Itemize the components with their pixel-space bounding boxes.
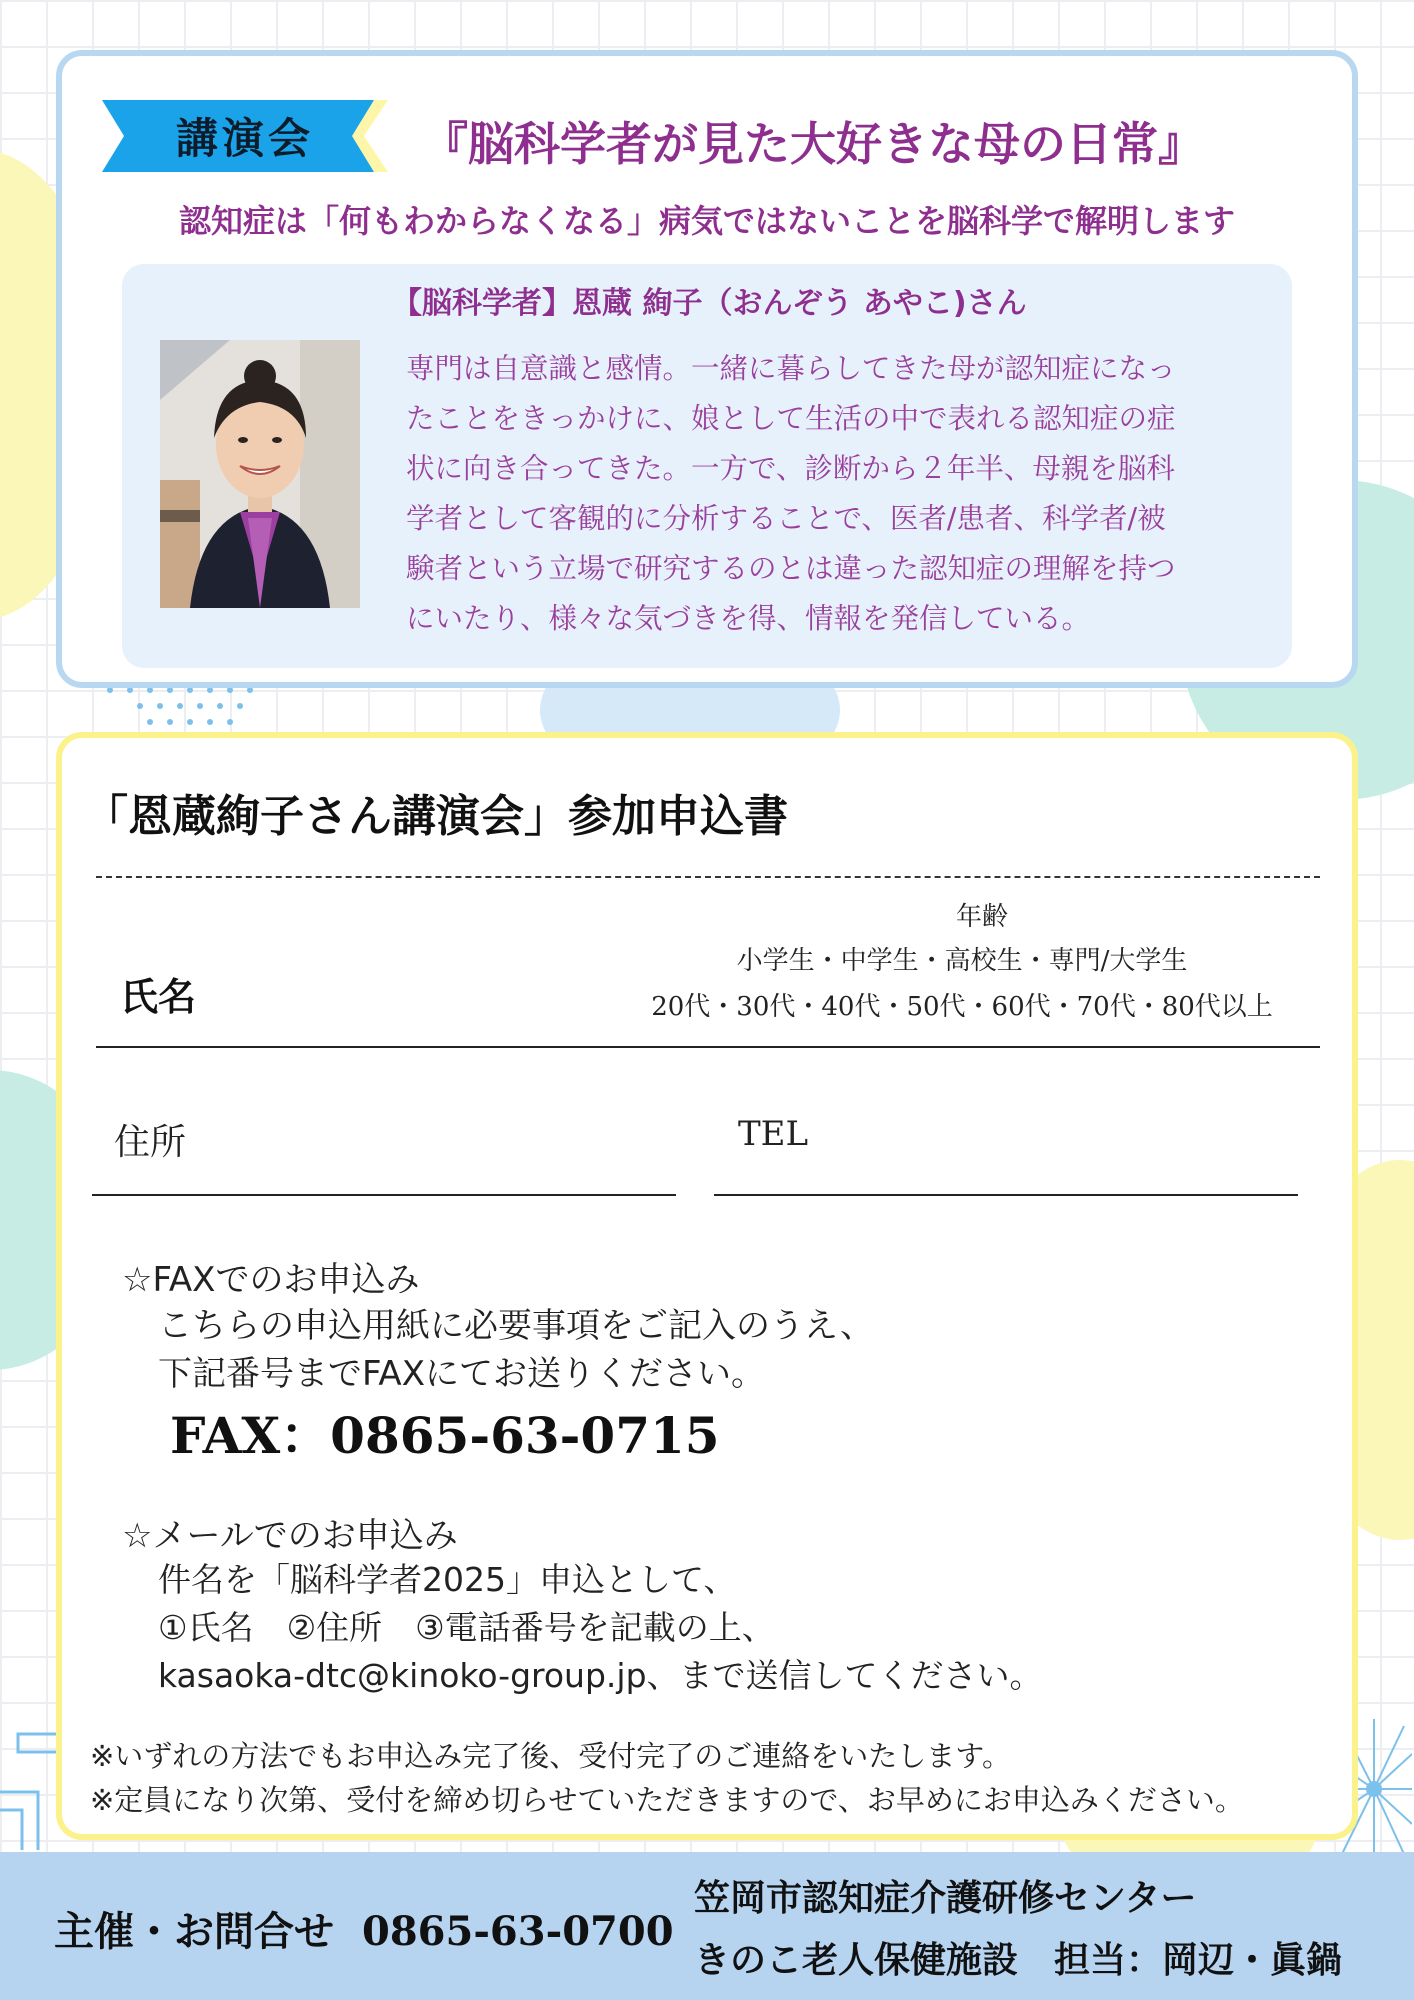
bio-line: たことをきっかけに、娘として生活の中で表れる認知症の症 bbox=[406, 402, 1176, 435]
age-options-decades: 20代・30代・40代・50代・60代・70代・80代以上 bbox=[651, 992, 1273, 1022]
corner-lines-decoration bbox=[0, 1730, 60, 1850]
speaker-name: 【脳科学者】恩蔵 絢子（おんぞう あやこ)さん bbox=[392, 286, 1027, 321]
lecture-card bbox=[56, 50, 1358, 688]
footer-contact-label: 主催・お問合せ bbox=[54, 1909, 334, 1955]
application-form-title: 「恩蔵絢子さん講演会」参加申込書 bbox=[84, 791, 788, 842]
footer-contact bbox=[54, 1900, 674, 1957]
footer-facility-staff: きのこ老人保健施設 担当：岡辺・眞鍋 bbox=[694, 1940, 1343, 1981]
tel-field-line bbox=[714, 1194, 1298, 1196]
note-confirmation: ※いずれの方法でもお申込み完了後、受付完了のご連絡をいたします。 bbox=[90, 1739, 1011, 1773]
age-heading: 年齢 bbox=[955, 902, 1008, 932]
bio-line: 験者という立場で研究するのとは違った認知症の理解を持つ bbox=[406, 552, 1176, 585]
application-form-card bbox=[56, 732, 1358, 1840]
footer-organization: 笠岡市認知症介護研修センター bbox=[694, 1878, 1197, 1919]
fax-instruction-line: 下記番号までFAXにてお送りください。 bbox=[158, 1354, 765, 1394]
speaker-portrait-icon bbox=[160, 340, 360, 608]
fax-heading: ☆FAXでのお申込み bbox=[122, 1260, 420, 1300]
mail-instruction-line: 件名を「脳科学者2025」申込として、 bbox=[158, 1560, 737, 1599]
name-field-label: 氏名 bbox=[120, 975, 197, 1019]
mail-address-line: kasaoka-dtc@kinoko-group.jp、まで送信してください。 bbox=[158, 1656, 1043, 1695]
lecture-badge: 講演会 bbox=[175, 114, 314, 163]
note-capacity: ※定員になり次第、受付を締め切らせていただきますので、お早めにお申込みください。 bbox=[90, 1783, 1244, 1817]
fax-number: FAX：0865-63-0715 bbox=[170, 1406, 720, 1465]
dots-decoration bbox=[100, 684, 280, 734]
bio-line: 専門は自意識と感情。一緒に暮らしてきた母が認知症になっ bbox=[406, 352, 1176, 385]
footer bbox=[0, 1852, 1414, 2000]
speaker-bio bbox=[406, 344, 1266, 644]
speaker-portrait-photo bbox=[160, 340, 360, 608]
age-options-students: 小学生・中学生・高校生・専門/大学生 bbox=[736, 946, 1188, 976]
address-field-line bbox=[92, 1194, 676, 1196]
footer-contact-phone: 0865-63-0700 bbox=[362, 1908, 674, 1955]
fax-instruction-line: こちらの申込用紙に必要事項をご記入のうえ、 bbox=[158, 1306, 875, 1346]
mail-instruction-line: ①氏名 ②住所 ③電話番号を記載の上、 bbox=[158, 1608, 775, 1647]
speaker-box bbox=[122, 264, 1292, 668]
lecture-subtitle: 認知症は「何もわからなくなる」病気ではないことを脳科学で解明します bbox=[178, 202, 1235, 240]
address-field-label: 住所 bbox=[114, 1122, 187, 1163]
lecture-title: 『脳科学者が見た大好きな母の日常』 bbox=[422, 117, 1204, 171]
tel-field-label: TEL bbox=[738, 1114, 809, 1154]
mail-heading: ☆メールでのお申込み bbox=[122, 1516, 458, 1556]
lecture-banner bbox=[102, 100, 388, 172]
cut-line-divider bbox=[96, 876, 1320, 878]
bio-line: 状に向き合ってきた。一方で、診断から２年半、母親を脳科 bbox=[406, 452, 1175, 485]
bio-line: 学者として客観的に分析することで、医者/患者、科学者/被 bbox=[406, 502, 1166, 535]
bio-line: にいたり、様々な気づきを得、情報を発信している。 bbox=[406, 602, 1091, 635]
name-field-line bbox=[96, 1046, 1320, 1048]
